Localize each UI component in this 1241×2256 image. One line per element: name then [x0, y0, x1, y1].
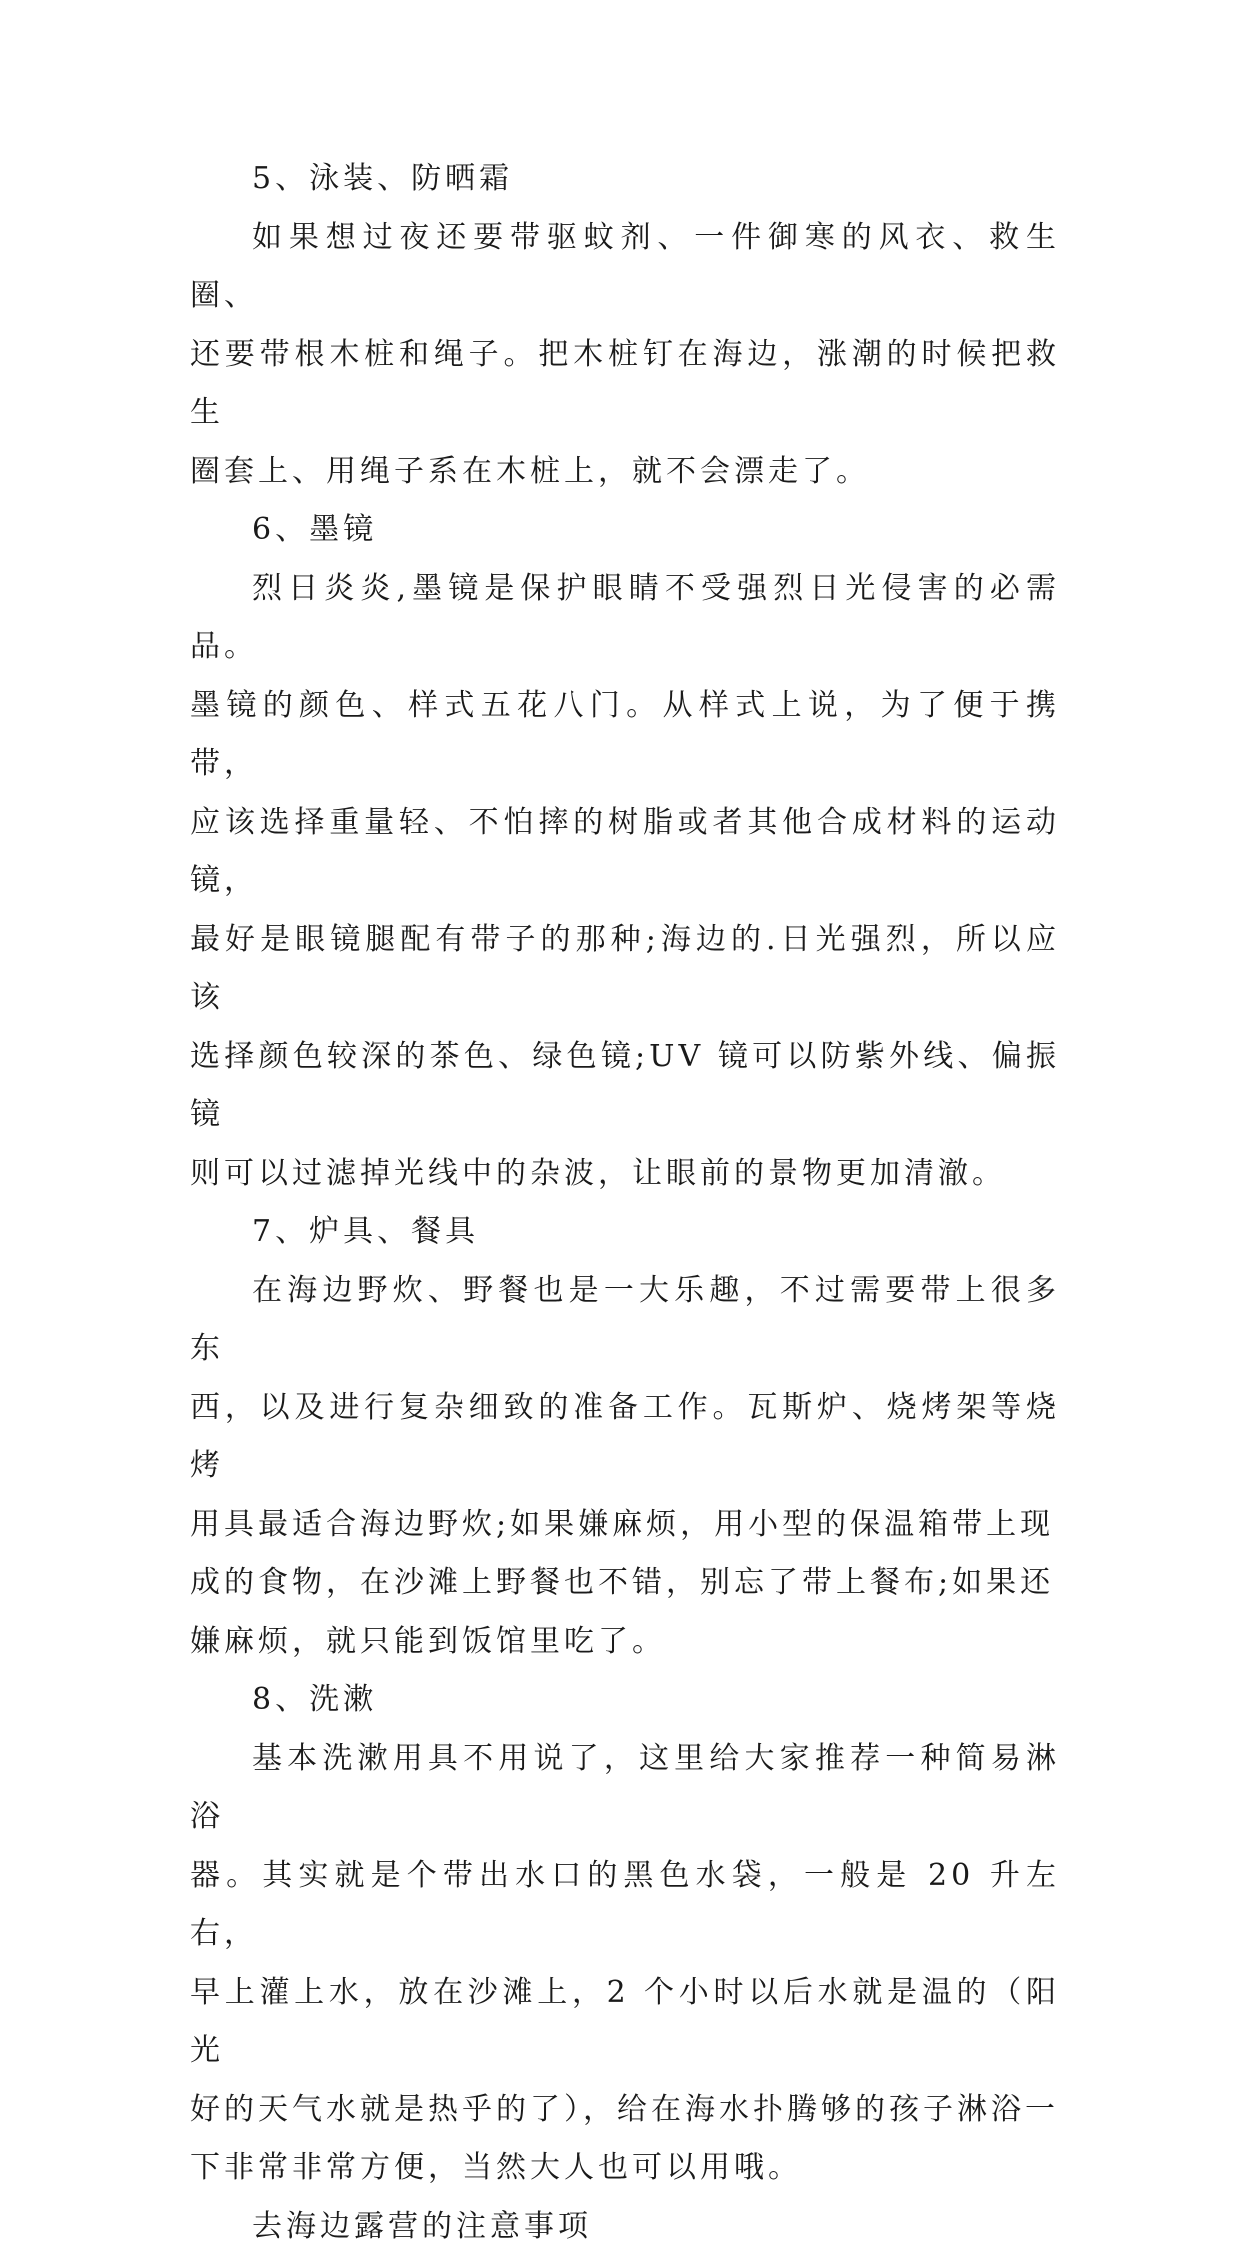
section-heading-stove-tableware: 7、炉具、餐具: [190, 1203, 1060, 1262]
section-heading-sunglasses: 6、墨镜: [190, 501, 1060, 560]
section-heading-swimwear-sunscreen: 5、泳装、防晒霜: [190, 150, 1060, 209]
paragraph-picnic: 在海边野炊、野餐也是一大乐趣，不过需要带上很多东 西，以及进行复杂细致的准备工作。瓦斯炉、烧烤架等烧烤 用具最适合海边野炊;如果嫌麻烦，用小型的保温箱带上现 成的食物，在沙滩上野餐也不错，别忘了带上餐布;如果还 嫌麻烦，就只能到饭馆里吃了。: [190, 1262, 1060, 1672]
section-heading-camping-notes: 去海边露营的注意事项: [190, 2198, 1060, 2256]
section-heading-washing: 8、洗漱: [190, 1671, 1060, 1730]
paragraph-overnight-gear: 如果想过夜还要带驱蚊剂、一件御寒的风衣、救生圈、 还要带根木桩和绳子。把木桩钉在海边，涨潮的时候把救生 圈套上、用绳子系在木桩上，就不会漂走了。: [190, 209, 1060, 502]
paragraph-shower: 基本洗漱用具不用说了，这里给大家推荐一种简易淋浴 器。其实就是个带出水口的黑色水袋，一般是 20 升左右， 早上灌上水，放在沙滩上，2 个小时以后水就是温的（阳光 好的天气水就是热乎的了），给在海水扑腾够的孩子淋浴一 下非常非常方便，当然大人也可以用哦。: [190, 1730, 1060, 2198]
paragraph-sunglasses: 烈日炎炎,墨镜是保护眼睛不受强烈日光侵害的必需品。 墨镜的颜色、样式五花八门。从样式上说，为了便于携带， 应该选择重量轻、不怕摔的树脂或者其他合成材料的运动镜， 最好是眼镜腿配有带子的那种;海边的.日光强烈，所以应该 选择颜色较深的茶色、绿色镜;UV 镜可以防紫外线、偏振镜 则可以过滤掉光线中的杂波，让眼前的景物更加清澈。: [190, 560, 1060, 1204]
document-page: [190, 150, 1060, 2256]
